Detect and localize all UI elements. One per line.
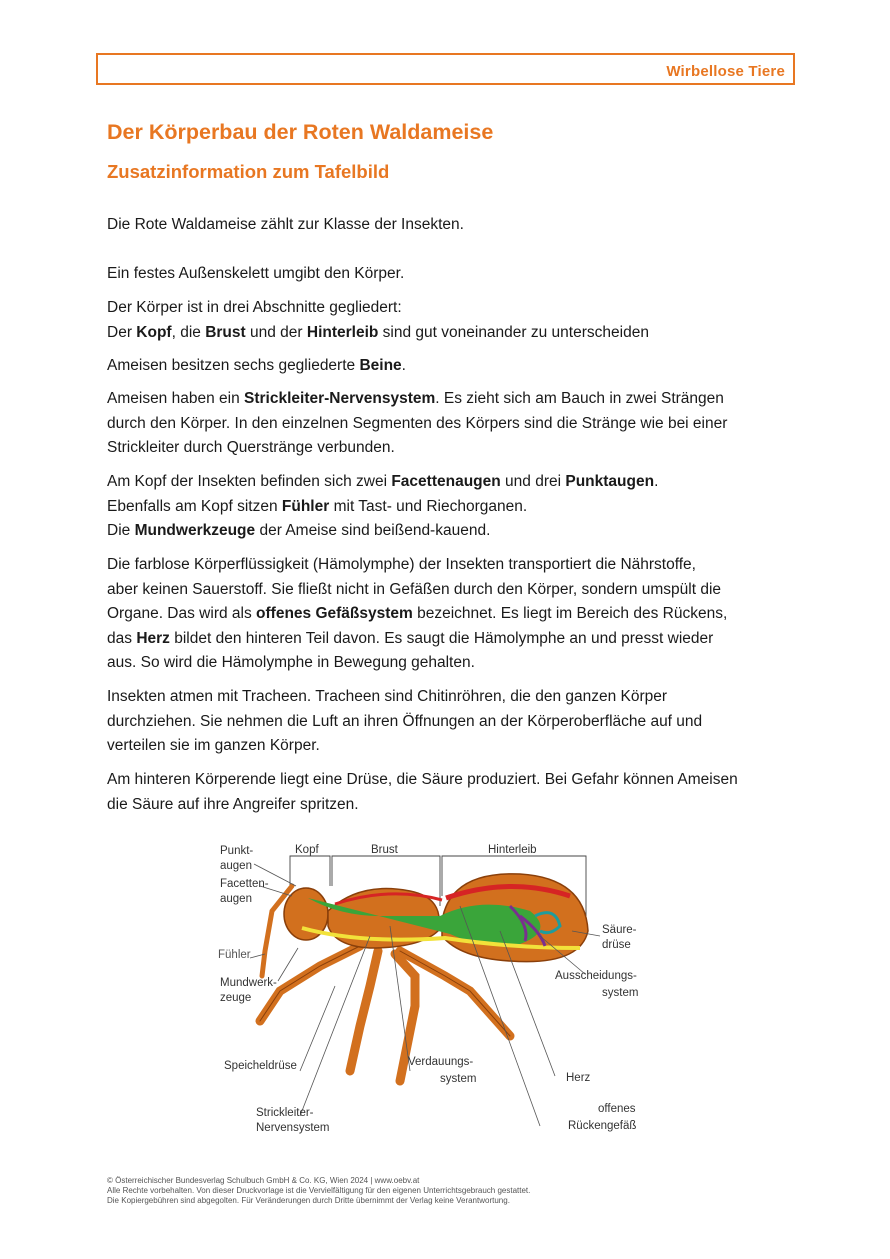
text-run: durch den Körper. In den einzelnen Segmenten des Körpers sind die Stränge wie bei einer: [107, 414, 728, 432]
bold-term: Herz: [136, 629, 170, 647]
label-strickleiter-2: Nervensystem: [256, 1122, 330, 1134]
bold-term: Kopf: [136, 323, 172, 341]
paragraph: [107, 470, 797, 544]
text-run: Ein festes Außenskelett umgibt den Körper.: [107, 265, 405, 282]
label-ausscheidung-1: Ausscheidungs-: [555, 970, 637, 982]
bold-term: Mundwerkzeuge: [134, 522, 256, 540]
label-punktaugen-2: augen: [220, 860, 252, 872]
text-run: Ebenfalls am Kopf sitzen: [107, 497, 282, 515]
bold-term: Fühler: [281, 497, 330, 515]
text-run: das: [107, 629, 137, 647]
text-run: .: [401, 357, 406, 374]
label-punktaugen-1: Punkt-: [220, 845, 254, 857]
ant-anatomy-figure: [210, 836, 650, 1141]
label-fuehler: Fühler: [218, 949, 251, 961]
text-run: verteilen sie im ganzen Körper.: [107, 737, 320, 755]
bold-term: Beine: [359, 357, 402, 374]
header-tag: Wirbellose Tiere: [666, 63, 785, 80]
paragraph: [107, 387, 797, 461]
label-facettenaugen-1: Facetten-: [220, 878, 269, 890]
bold-term: Strickleiter-Nervensystem: [244, 390, 436, 407]
text-run: Die farblose Körperflüssigkeit (Hämolymphe) der Insekten transportiert die Nährstoffe,: [107, 556, 696, 573]
text-run: und drei: [500, 473, 566, 490]
text-run: Ameisen haben ein: [107, 390, 245, 407]
bold-term: Hinterleib: [306, 323, 379, 341]
footer-disclaimer: Die Kopiergebühren sind abgegolten. Für Veränderungen durch Dritte übernimmt der Verlag keine Verantwortung.: [107, 1196, 510, 1205]
text-run: bildet den hinteren Teil davon. Es saugt die Hämolymphe an und presst wieder: [169, 629, 714, 647]
label-facettenaugen-2: augen: [220, 893, 252, 905]
label-strickleiter-1: Strickleiter-: [256, 1107, 314, 1119]
text-run: Strickleiter durch Querstränge verbunden.: [107, 439, 395, 457]
text-run: Die: [107, 522, 135, 540]
page-subtitle: Zusatzinformation zum Tafelbild: [107, 161, 390, 182]
footer-rights: Alle Rechte vorbehalten. Von dieser Druckvorlage ist die Vervielfältigung für den eigenen Unterrichtsgebrauch gestattet.: [107, 1186, 531, 1195]
text-run: durchziehen. Sie nehmen die Luft an ihren Öffnungen an der Körperoberfläche auf und: [107, 712, 703, 730]
paragraph: [107, 296, 797, 345]
paragraph: [107, 685, 797, 759]
paragraph: [107, 262, 797, 287]
label-saeuredruese-2: drüse: [602, 939, 631, 951]
text-run: der Ameise sind beißend-kauend.: [255, 522, 491, 540]
text-run: .: [654, 473, 659, 490]
text-run: sind gut voneinander zu unterscheiden: [378, 323, 649, 341]
label-speicheldruese: Speicheldrüse: [224, 1060, 297, 1072]
text-run: Die Rote Waldameise zählt zur Klasse der Insekten.: [107, 216, 464, 233]
paragraph: [107, 553, 797, 676]
bold-term: offenes Gefäßsystem: [256, 605, 413, 623]
text-run: . Es zieht sich am Bauch in zwei Strängen: [435, 390, 724, 407]
header-box: [96, 53, 795, 85]
bold-term: Punktaugen: [565, 473, 655, 490]
bold-term: Facettenaugen: [391, 473, 501, 490]
label-saeuredruese-1: Säure-: [602, 924, 637, 936]
bold-term: Brust: [205, 323, 246, 341]
label-hinterleib: Hinterleib: [488, 844, 537, 856]
text-run: , die: [171, 323, 206, 341]
text-run: bezeichnet. Es liegt im Bereich des Rückens,: [412, 605, 728, 623]
text-run: die Säure auf ihre Angreifer spritzen.: [107, 795, 359, 813]
text-run: Organe. Das wird als: [107, 605, 257, 623]
text-run: mit Tast- und Riechorganen.: [329, 497, 528, 515]
paragraph: [107, 213, 797, 238]
label-verdauung-2: system: [440, 1073, 477, 1085]
text-run: und der: [245, 323, 307, 341]
label-kopf: Kopf: [295, 844, 319, 856]
page-title: Der Körperbau der Roten Waldameise: [107, 120, 494, 144]
label-mundwerkzeuge-2: zeuge: [220, 992, 252, 1004]
label-verdauung-1: Verdauungs-: [408, 1056, 474, 1068]
paragraph: [107, 768, 797, 817]
label-brust: Brust: [371, 844, 398, 856]
label-rueckengefaess-1: offenes: [598, 1103, 636, 1115]
text-run: Ameisen besitzen sechs gegliederte: [107, 357, 360, 374]
text-run: aber keinen Sauerstoff. Sie fließt nicht in Gefäßen durch den Körper, sondern umspült die: [107, 580, 722, 598]
footer-copyright: © Österreichischer Bundesverlag Schulbuch GmbH & Co. KG, Wien 2024 | www.oebv.at: [107, 1176, 420, 1185]
label-mundwerkzeuge-1: Mundwerk-: [220, 977, 277, 989]
text-run: aus. So wird die Hämolymphe in Bewegung gehalten.: [107, 654, 475, 672]
paragraph: [107, 354, 797, 379]
text-run: Am hinteren Körperende liegt eine Drüse, die Säure produziert. Bei Gefahr können Ameisen: [107, 771, 738, 788]
ant-diagram: [210, 836, 650, 1141]
text-run: Insekten atmen mit Tracheen. Tracheen sind Chitinröhren, die den ganzen Körper: [107, 688, 668, 705]
text-run: Am Kopf der Insekten befinden sich zwei: [107, 473, 392, 490]
label-ausscheidung-2: system: [602, 987, 639, 999]
text-run: Der: [107, 323, 137, 341]
footer: [107, 1176, 807, 1206]
label-rueckengefaess-2: Rückengefäß: [568, 1120, 637, 1132]
text-run: Der Körper ist in drei Abschnitte gegliedert:: [107, 299, 402, 316]
label-herz: Herz: [566, 1072, 591, 1084]
